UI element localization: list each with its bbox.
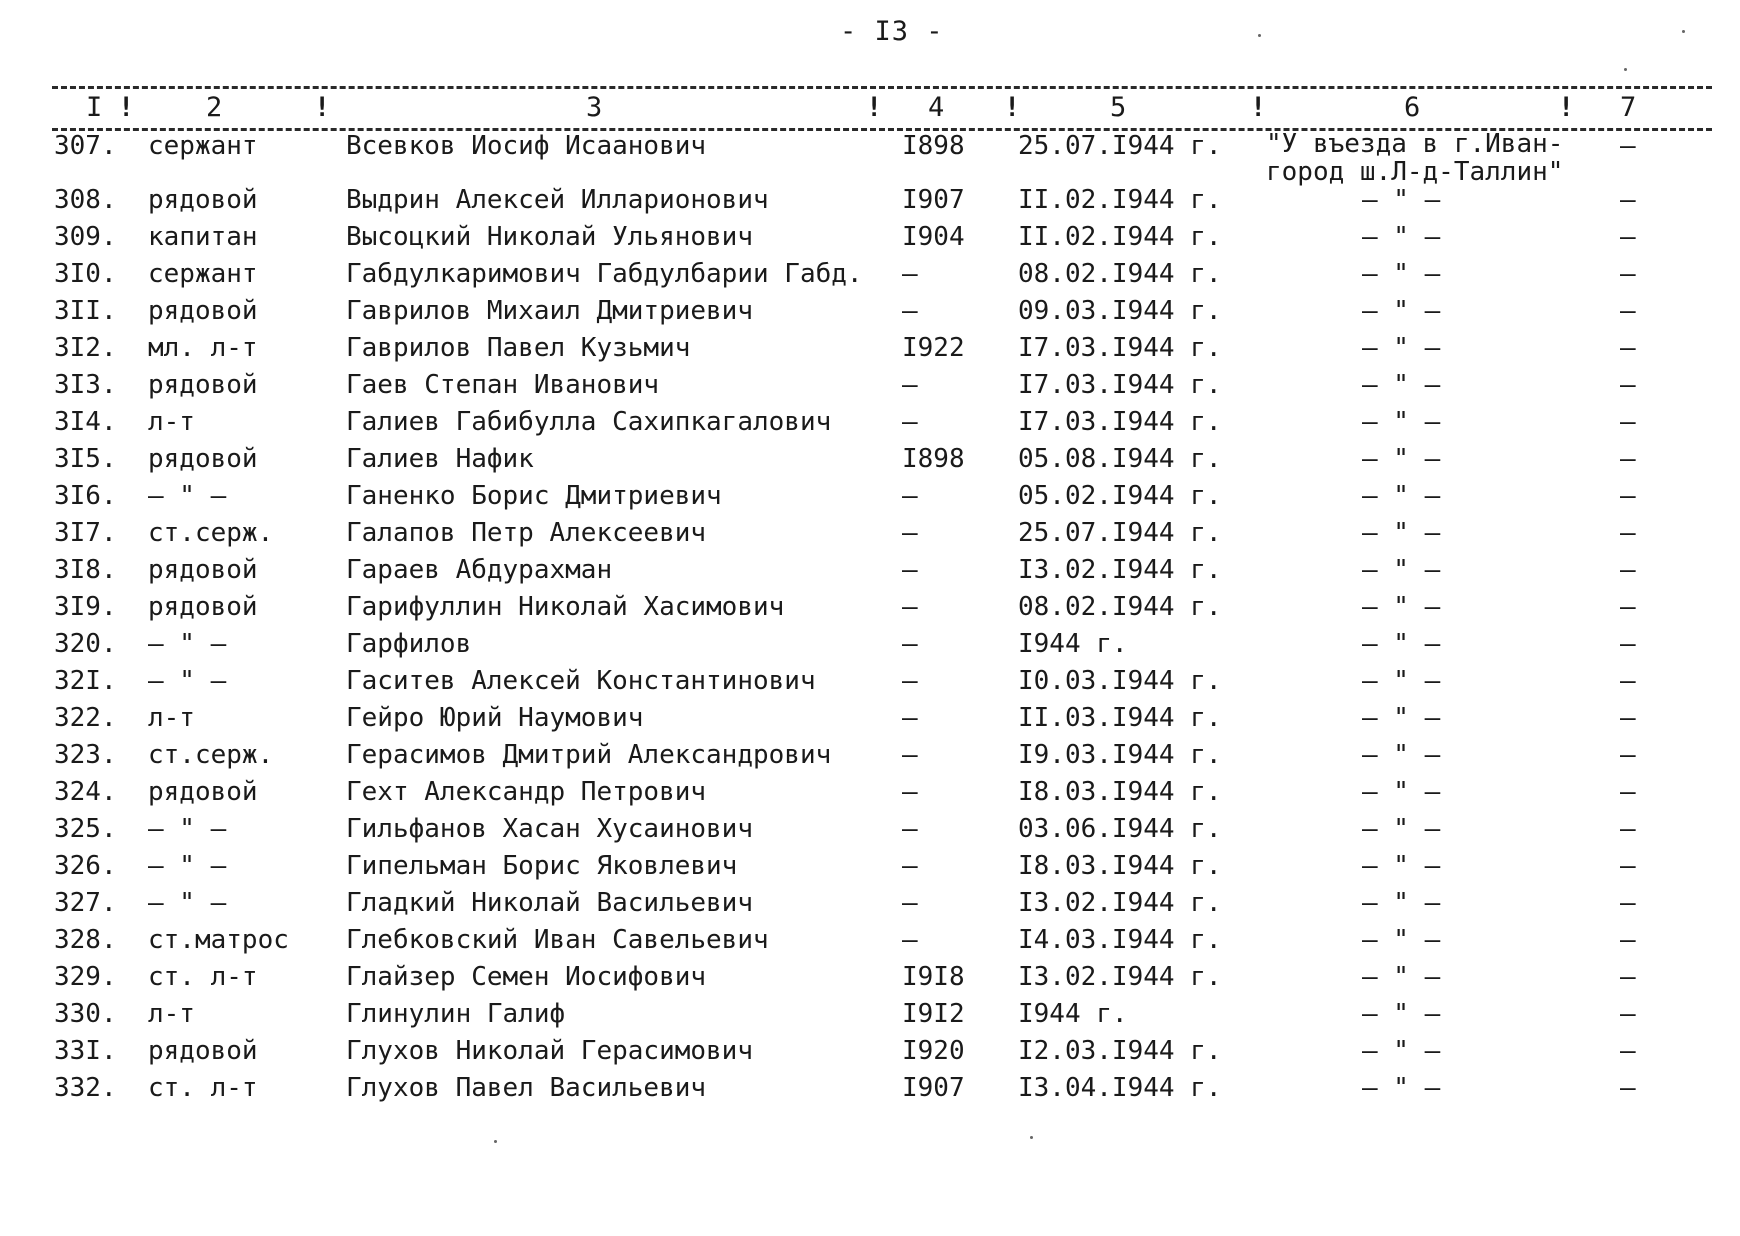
death-date: I3.02.I944 г. (1018, 555, 1222, 585)
full-name: Ганенко Борис Дмитриевич (346, 481, 722, 511)
burial-place: – " – (1362, 814, 1441, 844)
row-number: 326. (54, 851, 117, 881)
military-rank: л-т (148, 703, 195, 733)
birth-year: I898 (902, 131, 965, 161)
birth-year: I922 (902, 333, 965, 363)
row-number: 325. (54, 814, 117, 844)
scan-speck (1682, 30, 1685, 33)
full-name: Габдулкаримович Габдулбарии Габд. (346, 259, 863, 289)
note-mark: – (1620, 555, 1636, 585)
table-row (0, 961, 1740, 998)
header-col-4: 4 (928, 92, 945, 123)
row-number: 32I. (54, 666, 117, 696)
scan-speck (1030, 1136, 1033, 1139)
table-row (0, 591, 1740, 628)
note-mark: – (1620, 777, 1636, 807)
row-number: 3I4. (54, 407, 117, 437)
full-name: Выдрин Алексей Илларионович (346, 185, 769, 215)
row-number: 3II. (54, 296, 117, 326)
note-mark: – (1620, 370, 1636, 400)
burial-place: – " – (1362, 629, 1441, 659)
table-row (0, 517, 1740, 554)
row-number: 307. (54, 131, 117, 161)
full-name: Гарифуллин Николай Хасимович (346, 592, 785, 622)
burial-place: – " – (1362, 740, 1441, 770)
note-mark: – (1620, 851, 1636, 881)
full-name: Галапов Петр Алексеевич (346, 518, 707, 548)
military-rank: сержант (148, 259, 258, 289)
note-mark: – (1620, 407, 1636, 437)
note-mark: – (1620, 131, 1636, 161)
military-rank: рядовой (148, 370, 258, 400)
military-rank: рядовой (148, 1036, 258, 1066)
header-col-1: I (86, 92, 103, 123)
scan-speck (1624, 68, 1627, 71)
military-rank: рядовой (148, 185, 258, 215)
death-date: 08.02.I944 г. (1018, 592, 1222, 622)
header-col-7: 7 (1620, 92, 1637, 123)
military-rank: – " – (148, 851, 227, 881)
full-name: Гильфанов Хасан Хусаинович (346, 814, 753, 844)
burial-place: – " – (1362, 1073, 1441, 1103)
birth-year: I9I2 (902, 999, 965, 1029)
table-row (0, 776, 1740, 813)
full-name: Гаев Степан Иванович (346, 370, 660, 400)
death-date: 05.02.I944 г. (1018, 481, 1222, 511)
full-name: Высоцкий Николай Ульянович (346, 222, 753, 252)
table-row (0, 221, 1740, 258)
note-mark: – (1620, 296, 1636, 326)
birth-year: – (902, 740, 918, 770)
burial-place-line: "У въезда в г.Иван- (1266, 129, 1564, 159)
burial-place: – " – (1362, 407, 1441, 437)
table-row (0, 332, 1740, 369)
scan-speck (494, 1140, 497, 1143)
burial-place: – " – (1362, 851, 1441, 881)
burial-place: – " – (1362, 370, 1441, 400)
military-rank: – " – (148, 629, 227, 659)
birth-year: – (902, 666, 918, 696)
full-name: Глухов Николай Герасимович (346, 1036, 753, 1066)
note-mark: – (1620, 666, 1636, 696)
row-number: 33I. (54, 1036, 117, 1066)
death-date: 25.07.I944 г. (1018, 131, 1222, 161)
row-number: 3I3. (54, 370, 117, 400)
death-date: I9.03.I944 г. (1018, 740, 1222, 770)
table-row (0, 369, 1740, 406)
full-name: Глинулин Галиф (346, 999, 566, 1029)
header-col-6: 6 (1404, 92, 1421, 123)
table-row (0, 739, 1740, 776)
burial-place: – " – (1362, 999, 1441, 1029)
note-mark: – (1620, 999, 1636, 1029)
death-date: I7.03.I944 г. (1018, 333, 1222, 363)
table-row (0, 924, 1740, 961)
death-date: 05.08.I944 г. (1018, 444, 1222, 474)
note-mark: – (1620, 592, 1636, 622)
full-name: Всевков Иосиф Исаанович (346, 131, 707, 161)
row-number: 3I8. (54, 555, 117, 585)
table-row (0, 628, 1740, 665)
burial-place: – " – (1362, 481, 1441, 511)
table-row (0, 480, 1740, 517)
table-row (0, 1035, 1740, 1072)
military-rank: – " – (148, 888, 227, 918)
header-col-3: 3 (586, 92, 603, 123)
death-date: I7.03.I944 г. (1018, 407, 1222, 437)
military-rank: рядовой (148, 296, 258, 326)
death-date: I3.04.I944 г. (1018, 1073, 1222, 1103)
note-mark: – (1620, 629, 1636, 659)
military-rank: – " – (148, 814, 227, 844)
row-number: 3I5. (54, 444, 117, 474)
burial-place: – " – (1362, 666, 1441, 696)
row-number: 324. (54, 777, 117, 807)
scan-speck (1258, 34, 1261, 37)
military-rank: ст.серж. (148, 740, 274, 770)
table-row (0, 813, 1740, 850)
note-mark: – (1620, 481, 1636, 511)
death-date: I944 г. (1018, 999, 1128, 1029)
note-mark: – (1620, 333, 1636, 363)
row-number: 309. (54, 222, 117, 252)
full-name: Гаврилов Михаил Дмитриевич (346, 296, 753, 326)
death-date: I2.03.I944 г. (1018, 1036, 1222, 1066)
death-date: I4.03.I944 г. (1018, 925, 1222, 955)
full-name: Галиев Нафик (346, 444, 534, 474)
military-rank: ст. л-т (148, 962, 258, 992)
note-mark: – (1620, 814, 1636, 844)
table-row (0, 184, 1740, 221)
death-date: I8.03.I944 г. (1018, 777, 1222, 807)
military-rank: ст. л-т (148, 1073, 258, 1103)
note-mark: – (1620, 1036, 1636, 1066)
table-row (0, 850, 1740, 887)
header-col-2: 2 (206, 92, 223, 123)
military-rank: сержант (148, 131, 258, 161)
death-date: I3.02.I944 г. (1018, 962, 1222, 992)
table-row (0, 887, 1740, 924)
burial-place: – " – (1362, 888, 1441, 918)
table-row (0, 406, 1740, 443)
note-mark: – (1620, 222, 1636, 252)
military-rank: ст.серж. (148, 518, 274, 548)
death-date: 25.07.I944 г. (1018, 518, 1222, 548)
full-name: Гаситев Алексей Константинович (346, 666, 816, 696)
full-name: Герасимов Дмитрий Александрович (346, 740, 832, 770)
table-row (0, 295, 1740, 332)
military-rank: л-т (148, 999, 195, 1029)
full-name: Гехт Александр Петрович (346, 777, 707, 807)
burial-place: – " – (1362, 1036, 1441, 1066)
burial-place (1266, 130, 1563, 186)
note-mark: – (1620, 925, 1636, 955)
birth-year: I907 (902, 1073, 965, 1103)
header-separator: ! (866, 92, 883, 123)
military-rank: капитан (148, 222, 258, 252)
page-number: - I3 - (840, 16, 944, 47)
burial-place: – " – (1362, 259, 1441, 289)
military-rank: – " – (148, 666, 227, 696)
row-number: 3I2. (54, 333, 117, 363)
table-row (0, 998, 1740, 1035)
birth-year: – (902, 518, 918, 548)
birth-year: – (902, 259, 918, 289)
burial-place: – " – (1362, 333, 1441, 363)
birth-year: – (902, 888, 918, 918)
table-row (0, 129, 1740, 187)
row-number: 3I9. (54, 592, 117, 622)
death-date: I8.03.I944 г. (1018, 851, 1222, 881)
military-rank: рядовой (148, 777, 258, 807)
burial-place: – " – (1362, 925, 1441, 955)
birth-year: I907 (902, 185, 965, 215)
table-row (0, 554, 1740, 591)
row-number: 3I0. (54, 259, 117, 289)
full-name: Глайзер Семен Иосифович (346, 962, 707, 992)
full-name: Гейро Юрий Наумович (346, 703, 644, 733)
note-mark: – (1620, 185, 1636, 215)
full-name: Гладкий Николай Васильевич (346, 888, 753, 918)
note-mark: – (1620, 888, 1636, 918)
birth-year: – (902, 592, 918, 622)
row-number: 323. (54, 740, 117, 770)
full-name: Гаврилов Павел Кузьмич (346, 333, 691, 363)
military-rank: рядовой (148, 444, 258, 474)
full-name: Галиев Габибулла Сахипкагалович (346, 407, 832, 437)
burial-place-line: город ш.Л-д-Таллин" (1266, 157, 1564, 187)
note-mark: – (1620, 1073, 1636, 1103)
death-date: I7.03.I944 г. (1018, 370, 1222, 400)
birth-year: – (902, 629, 918, 659)
header-separator: ! (1004, 92, 1021, 123)
birth-year: I904 (902, 222, 965, 252)
burial-place: – " – (1362, 555, 1441, 585)
header-separator: ! (314, 92, 331, 123)
death-date: I944 г. (1018, 629, 1128, 659)
birth-year: – (902, 296, 918, 326)
full-name: Гараев Абдурахман (346, 555, 613, 585)
table-row (0, 1072, 1740, 1109)
burial-place: – " – (1362, 777, 1441, 807)
burial-place: – " – (1362, 518, 1441, 548)
table-row (0, 665, 1740, 702)
birth-year: – (902, 555, 918, 585)
death-date: 09.03.I944 г. (1018, 296, 1222, 326)
header-separator: ! (1250, 92, 1267, 123)
military-rank: ст.матрос (148, 925, 289, 955)
note-mark: – (1620, 518, 1636, 548)
full-name: Глухов Павел Васильевич (346, 1073, 707, 1103)
row-number: 308. (54, 185, 117, 215)
death-date: II.02.I944 г. (1018, 222, 1222, 252)
birth-year: – (902, 407, 918, 437)
burial-place: – " – (1362, 185, 1441, 215)
row-number: 330. (54, 999, 117, 1029)
military-rank: л-т (148, 407, 195, 437)
burial-place: – " – (1362, 592, 1441, 622)
table-row (0, 443, 1740, 480)
birth-year: – (902, 777, 918, 807)
note-mark: – (1620, 259, 1636, 289)
full-name: Гипельман Борис Яковлевич (346, 851, 738, 881)
note-mark: – (1620, 444, 1636, 474)
military-rank: мл. л-т (148, 333, 258, 363)
burial-place: – " – (1362, 296, 1441, 326)
row-number: 332. (54, 1073, 117, 1103)
burial-place: – " – (1362, 222, 1441, 252)
military-rank: – " – (148, 481, 227, 511)
military-rank: рядовой (148, 555, 258, 585)
header-col-5: 5 (1110, 92, 1127, 123)
row-number: 322. (54, 703, 117, 733)
row-number: 329. (54, 962, 117, 992)
table-row (0, 258, 1740, 295)
military-rank: рядовой (148, 592, 258, 622)
table-row (0, 702, 1740, 739)
birth-year: I898 (902, 444, 965, 474)
death-date: 03.06.I944 г. (1018, 814, 1222, 844)
record-table (0, 130, 1740, 1109)
header-separator: ! (1558, 92, 1575, 123)
death-date: 08.02.I944 г. (1018, 259, 1222, 289)
note-mark: – (1620, 962, 1636, 992)
death-date: I0.03.I944 г. (1018, 666, 1222, 696)
row-number: 320. (54, 629, 117, 659)
full-name: Гарфилов (346, 629, 472, 659)
burial-place: – " – (1362, 962, 1441, 992)
burial-place: – " – (1362, 703, 1441, 733)
row-number: 3I6. (54, 481, 117, 511)
death-date: I3.02.I944 г. (1018, 888, 1222, 918)
birth-year: – (902, 814, 918, 844)
note-mark: – (1620, 703, 1636, 733)
header-separator: ! (118, 92, 135, 123)
birth-year: – (902, 851, 918, 881)
note-mark: – (1620, 740, 1636, 770)
burial-place: – " – (1362, 444, 1441, 474)
death-date: II.03.I944 г. (1018, 703, 1222, 733)
row-number: 3I7. (54, 518, 117, 548)
full-name: Глебковский Иван Савельевич (346, 925, 769, 955)
death-date: II.02.I944 г. (1018, 185, 1222, 215)
birth-year: – (902, 481, 918, 511)
birth-year: – (902, 370, 918, 400)
header-top-rule (52, 86, 1712, 89)
birth-year: I920 (902, 1036, 965, 1066)
birth-year: – (902, 703, 918, 733)
birth-year: – (902, 925, 918, 955)
row-number: 327. (54, 888, 117, 918)
row-number: 328. (54, 925, 117, 955)
birth-year: I9I8 (902, 962, 965, 992)
